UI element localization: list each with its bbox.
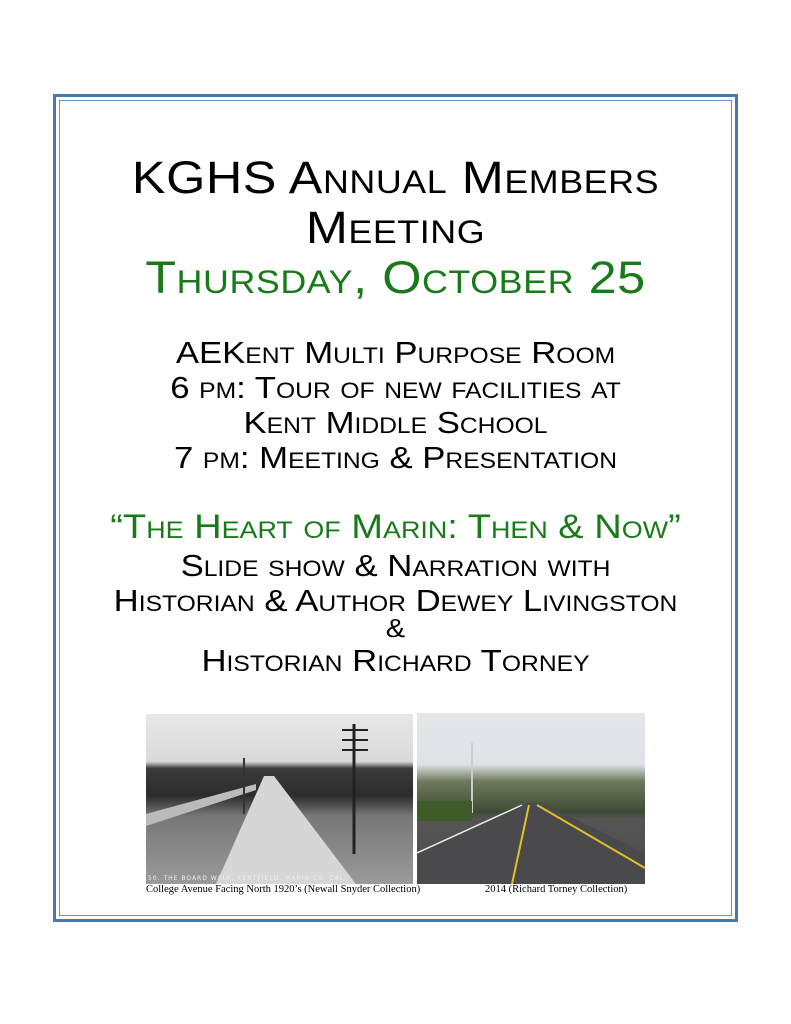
presenter-line-2: Historian & Author Dewey Livingston	[113, 583, 678, 618]
location: AEKent Multi Purpose Room	[175, 335, 616, 370]
caption-right-photo: 2014 (Richard Torney Collection)	[485, 884, 628, 895]
title-line-2: Meeting	[305, 202, 486, 253]
presenter-ampersand: &	[385, 613, 406, 643]
historic-photo-1920s	[146, 714, 413, 884]
title-line-1: KGHS Annual Members	[131, 152, 660, 203]
presenter-line-1: Slide show & Narration with	[180, 548, 611, 583]
tour-time: 6 pm: Tour of new facilities at	[170, 370, 621, 405]
presenter-line-3: Historian Richard Torney	[201, 643, 590, 678]
event-date: Thursday, October 25	[145, 252, 646, 303]
presentation-title: “The Heart of Marin: Then & Now”	[110, 508, 681, 546]
photo-inscription: 50. THE BOARD WALK, KENTFIELD, MARIN CO. CAL.	[148, 875, 347, 882]
caption-left-photo: College Avenue Facing North 1920’s (Newall Snyder Collection)	[146, 884, 421, 895]
meeting-time: 7 pm: Meeting & Presentation	[173, 440, 618, 475]
modern-photo-2014	[417, 713, 645, 884]
tour-location: Kent Middle School	[243, 405, 548, 440]
